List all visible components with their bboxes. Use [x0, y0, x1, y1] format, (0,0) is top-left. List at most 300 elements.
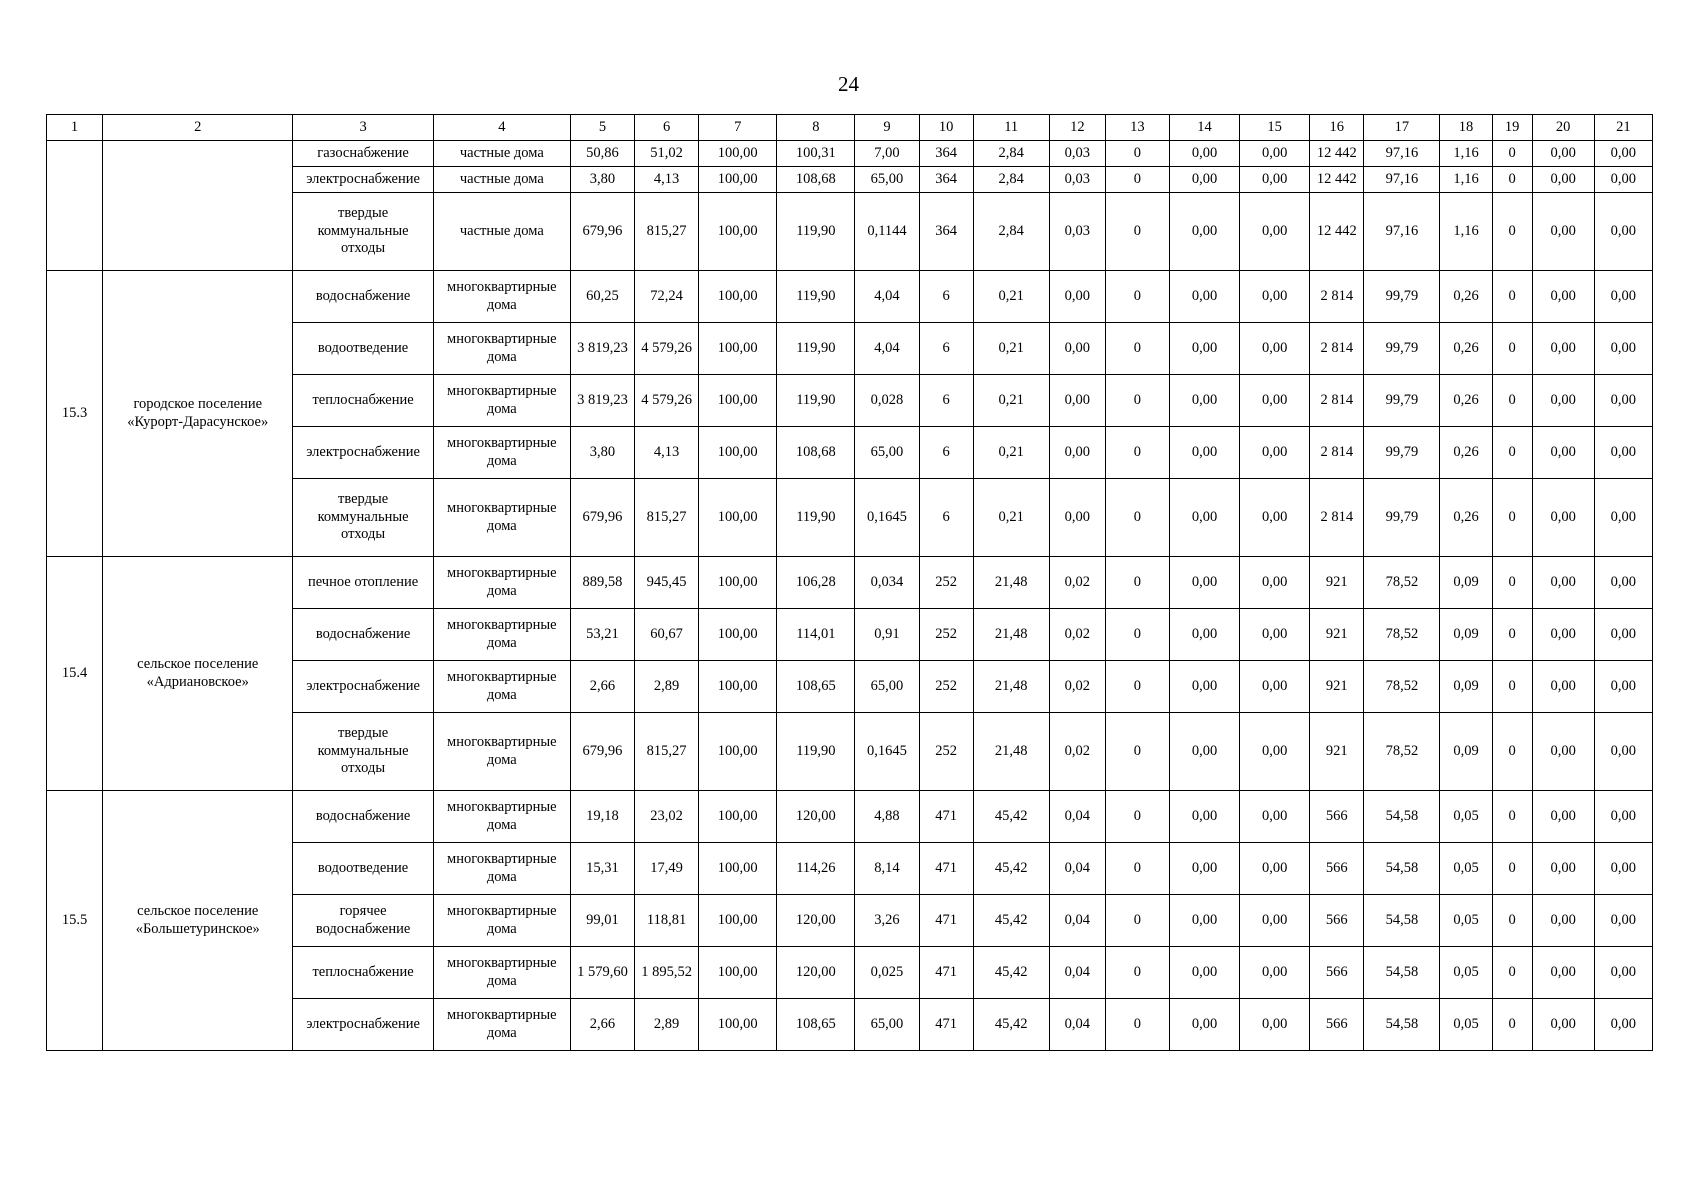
value-cell: 0 [1492, 427, 1532, 479]
column-header: 15 [1240, 115, 1310, 141]
value-cell: 45,42 [973, 999, 1049, 1051]
value-cell: 0,00 [1594, 375, 1652, 427]
value-cell: 54,58 [1364, 895, 1440, 947]
table-row [47, 791, 1653, 843]
value-cell: 0,00 [1240, 843, 1310, 895]
value-cell: 0,02 [1049, 713, 1105, 791]
value-cell: 0,028 [855, 375, 919, 427]
housing-type: многоквартирные дома [433, 479, 570, 557]
value-cell: 21,48 [973, 557, 1049, 609]
service-type: водоснабжение [293, 271, 433, 323]
value-cell: 100,00 [699, 271, 777, 323]
value-cell: 0,05 [1440, 999, 1492, 1051]
value-cell: 60,25 [570, 271, 634, 323]
value-cell: 6 [919, 479, 973, 557]
value-cell: 0,00 [1169, 141, 1239, 167]
value-cell: 120,00 [777, 947, 855, 999]
value-cell: 0 [1492, 713, 1532, 791]
value-cell: 3 819,23 [570, 375, 634, 427]
value-cell: 0,04 [1049, 843, 1105, 895]
value-cell: 0,05 [1440, 791, 1492, 843]
value-cell: 4,04 [855, 323, 919, 375]
value-cell: 0 [1492, 843, 1532, 895]
value-cell: 4,04 [855, 271, 919, 323]
value-cell: 364 [919, 193, 973, 271]
value-cell: 0,26 [1440, 479, 1492, 557]
value-cell: 471 [919, 947, 973, 999]
value-cell: 120,00 [777, 895, 855, 947]
value-cell: 0,00 [1532, 271, 1594, 323]
value-cell: 0,00 [1594, 323, 1652, 375]
column-header: 20 [1532, 115, 1594, 141]
housing-type: многоквартирные дома [433, 713, 570, 791]
value-cell: 65,00 [855, 999, 919, 1051]
column-header: 19 [1492, 115, 1532, 141]
value-cell: 0,26 [1440, 271, 1492, 323]
housing-type: многоквартирные дома [433, 271, 570, 323]
value-cell: 471 [919, 895, 973, 947]
value-cell: 0,00 [1532, 843, 1594, 895]
value-cell: 19,18 [570, 791, 634, 843]
value-cell: 2 814 [1310, 323, 1364, 375]
value-cell: 0,00 [1532, 193, 1594, 271]
value-cell: 0 [1492, 193, 1532, 271]
value-cell: 0,00 [1594, 557, 1652, 609]
column-header: 18 [1440, 115, 1492, 141]
column-header: 11 [973, 115, 1049, 141]
value-cell: 0,00 [1594, 791, 1652, 843]
tariff-table [46, 114, 1653, 1051]
value-cell: 2,66 [570, 999, 634, 1051]
value-cell: 0,05 [1440, 843, 1492, 895]
value-cell: 0 [1105, 427, 1169, 479]
value-cell: 99,79 [1364, 479, 1440, 557]
column-header: 4 [433, 115, 570, 141]
value-cell: 60,67 [635, 609, 699, 661]
value-cell: 78,52 [1364, 661, 1440, 713]
value-cell: 1,16 [1440, 167, 1492, 193]
value-cell: 0,26 [1440, 427, 1492, 479]
value-cell: 65,00 [855, 167, 919, 193]
value-cell: 0,00 [1532, 167, 1594, 193]
value-cell: 100,00 [699, 375, 777, 427]
group-number: 15.4 [47, 557, 103, 791]
value-cell: 0,00 [1240, 557, 1310, 609]
value-cell: 45,42 [973, 947, 1049, 999]
value-cell: 0,00 [1240, 999, 1310, 1051]
value-cell: 100,00 [699, 193, 777, 271]
value-cell: 0,00 [1240, 323, 1310, 375]
housing-type: многоквартирные дома [433, 947, 570, 999]
value-cell: 815,27 [635, 713, 699, 791]
value-cell: 0,00 [1594, 167, 1652, 193]
value-cell: 0,00 [1240, 193, 1310, 271]
value-cell: 566 [1310, 947, 1364, 999]
value-cell: 119,90 [777, 375, 855, 427]
value-cell: 17,49 [635, 843, 699, 895]
value-cell: 99,01 [570, 895, 634, 947]
value-cell: 0,00 [1594, 947, 1652, 999]
value-cell: 118,81 [635, 895, 699, 947]
value-cell: 0,00 [1240, 713, 1310, 791]
value-cell: 45,42 [973, 791, 1049, 843]
value-cell: 114,26 [777, 843, 855, 895]
housing-type: частные дома [433, 167, 570, 193]
service-type: электроснабжение [293, 661, 433, 713]
value-cell: 3 819,23 [570, 323, 634, 375]
value-cell: 7,00 [855, 141, 919, 167]
value-cell: 0,09 [1440, 661, 1492, 713]
value-cell: 0,00 [1240, 479, 1310, 557]
value-cell: 100,00 [699, 999, 777, 1051]
housing-type: многоквартирные дома [433, 661, 570, 713]
value-cell: 97,16 [1364, 141, 1440, 167]
value-cell: 106,28 [777, 557, 855, 609]
value-cell: 100,00 [699, 609, 777, 661]
table-body [47, 141, 1653, 1051]
value-cell: 0,00 [1169, 271, 1239, 323]
value-cell: 0 [1105, 661, 1169, 713]
housing-type: частные дома [433, 141, 570, 167]
value-cell: 4 579,26 [635, 375, 699, 427]
value-cell: 54,58 [1364, 791, 1440, 843]
value-cell: 0,00 [1594, 843, 1652, 895]
value-cell: 100,00 [699, 323, 777, 375]
value-cell: 0,00 [1240, 167, 1310, 193]
value-cell: 0 [1492, 661, 1532, 713]
value-cell: 364 [919, 167, 973, 193]
value-cell: 100,00 [699, 895, 777, 947]
value-cell: 0,00 [1594, 193, 1652, 271]
value-cell: 0,00 [1240, 141, 1310, 167]
value-cell: 2,84 [973, 167, 1049, 193]
value-cell: 0,00 [1169, 479, 1239, 557]
header-row [47, 115, 1653, 141]
value-cell: 0,025 [855, 947, 919, 999]
column-header: 10 [919, 115, 973, 141]
value-cell: 100,00 [699, 843, 777, 895]
settlement-name: сельское поселение «Большетуринское» [103, 791, 293, 1051]
value-cell: 0,00 [1594, 479, 1652, 557]
value-cell: 21,48 [973, 713, 1049, 791]
value-cell: 23,02 [635, 791, 699, 843]
service-type: электроснабжение [293, 999, 433, 1051]
value-cell: 921 [1310, 713, 1364, 791]
value-cell: 471 [919, 843, 973, 895]
column-header: 5 [570, 115, 634, 141]
value-cell: 566 [1310, 843, 1364, 895]
value-cell: 100,00 [699, 713, 777, 791]
value-cell: 0,1144 [855, 193, 919, 271]
value-cell: 0,03 [1049, 193, 1105, 271]
value-cell: 0 [1492, 999, 1532, 1051]
value-cell: 100,00 [699, 141, 777, 167]
value-cell: 0,00 [1049, 271, 1105, 323]
value-cell: 1 579,60 [570, 947, 634, 999]
value-cell: 0,02 [1049, 557, 1105, 609]
value-cell: 100,00 [699, 167, 777, 193]
value-cell: 679,96 [570, 193, 634, 271]
value-cell: 3,26 [855, 895, 919, 947]
housing-type: многоквартирные дома [433, 843, 570, 895]
value-cell: 0 [1105, 141, 1169, 167]
value-cell: 72,24 [635, 271, 699, 323]
value-cell: 54,58 [1364, 947, 1440, 999]
value-cell: 921 [1310, 661, 1364, 713]
service-type: твердые коммунальные отходы [293, 479, 433, 557]
value-cell: 0 [1105, 557, 1169, 609]
value-cell: 0,00 [1594, 141, 1652, 167]
value-cell: 0,00 [1240, 895, 1310, 947]
value-cell: 0,00 [1532, 375, 1594, 427]
value-cell: 2 814 [1310, 271, 1364, 323]
value-cell: 0,05 [1440, 947, 1492, 999]
value-cell: 566 [1310, 999, 1364, 1051]
value-cell: 45,42 [973, 895, 1049, 947]
value-cell: 0,00 [1240, 791, 1310, 843]
housing-type: многоквартирные дома [433, 323, 570, 375]
value-cell: 53,21 [570, 609, 634, 661]
value-cell: 0,00 [1169, 609, 1239, 661]
service-type: водоснабжение [293, 791, 433, 843]
value-cell: 0,05 [1440, 895, 1492, 947]
value-cell: 0,00 [1049, 375, 1105, 427]
column-header: 2 [103, 115, 293, 141]
value-cell: 108,68 [777, 167, 855, 193]
value-cell: 6 [919, 271, 973, 323]
column-header: 7 [699, 115, 777, 141]
value-cell: 0,00 [1532, 661, 1594, 713]
value-cell: 815,27 [635, 479, 699, 557]
column-header: 8 [777, 115, 855, 141]
value-cell: 0,00 [1169, 791, 1239, 843]
value-cell: 2,89 [635, 999, 699, 1051]
value-cell: 12 442 [1310, 141, 1364, 167]
value-cell: 0 [1105, 895, 1169, 947]
value-cell: 0 [1105, 609, 1169, 661]
value-cell: 0 [1492, 141, 1532, 167]
table-row [47, 271, 1653, 323]
value-cell: 2 814 [1310, 375, 1364, 427]
value-cell: 0,00 [1532, 141, 1594, 167]
value-cell: 0,00 [1169, 947, 1239, 999]
value-cell: 0,09 [1440, 609, 1492, 661]
value-cell: 0,21 [973, 271, 1049, 323]
value-cell: 252 [919, 609, 973, 661]
value-cell: 0,02 [1049, 661, 1105, 713]
service-type: твердые коммунальные отходы [293, 193, 433, 271]
value-cell: 364 [919, 141, 973, 167]
value-cell: 0,00 [1532, 427, 1594, 479]
value-cell: 0,21 [973, 323, 1049, 375]
value-cell: 921 [1310, 609, 1364, 661]
value-cell: 2,84 [973, 141, 1049, 167]
value-cell: 0,00 [1240, 375, 1310, 427]
value-cell: 1 895,52 [635, 947, 699, 999]
column-header: 17 [1364, 115, 1440, 141]
value-cell: 0,00 [1169, 323, 1239, 375]
housing-type: многоквартирные дома [433, 609, 570, 661]
value-cell: 21,48 [973, 661, 1049, 713]
value-cell: 0,00 [1049, 479, 1105, 557]
value-cell: 2,84 [973, 193, 1049, 271]
value-cell: 0,04 [1049, 947, 1105, 999]
value-cell: 108,65 [777, 661, 855, 713]
value-cell: 120,00 [777, 791, 855, 843]
value-cell: 0,00 [1049, 427, 1105, 479]
value-cell: 108,65 [777, 999, 855, 1051]
value-cell: 815,27 [635, 193, 699, 271]
value-cell: 0 [1105, 479, 1169, 557]
table-row [47, 557, 1653, 609]
value-cell: 0 [1105, 271, 1169, 323]
housing-type: многоквартирные дома [433, 557, 570, 609]
value-cell: 3,80 [570, 427, 634, 479]
value-cell: 8,14 [855, 843, 919, 895]
value-cell: 119,90 [777, 193, 855, 271]
value-cell: 100,00 [699, 557, 777, 609]
value-cell: 2,66 [570, 661, 634, 713]
settlement-name: сельское поселение «Адриановское» [103, 557, 293, 791]
value-cell: 889,58 [570, 557, 634, 609]
column-header: 1 [47, 115, 103, 141]
column-header: 21 [1594, 115, 1652, 141]
value-cell: 0,00 [1169, 895, 1239, 947]
value-cell: 0,00 [1594, 999, 1652, 1051]
value-cell: 54,58 [1364, 999, 1440, 1051]
service-type: теплоснабжение [293, 947, 433, 999]
value-cell: 0,21 [973, 427, 1049, 479]
value-cell: 0,00 [1594, 609, 1652, 661]
value-cell: 0,04 [1049, 895, 1105, 947]
value-cell: 0,00 [1240, 661, 1310, 713]
value-cell: 0,00 [1532, 895, 1594, 947]
service-type: электроснабжение [293, 427, 433, 479]
value-cell: 0,00 [1169, 193, 1239, 271]
page-number: 24 [838, 72, 859, 96]
settlement-name: городское поселение «Курорт-Дарасунское» [103, 271, 293, 557]
value-cell: 0 [1105, 713, 1169, 791]
value-cell: 0,03 [1049, 141, 1105, 167]
value-cell: 2 814 [1310, 479, 1364, 557]
column-header: 9 [855, 115, 919, 141]
column-header: 6 [635, 115, 699, 141]
value-cell: 0,00 [1169, 999, 1239, 1051]
value-cell: 0,00 [1594, 661, 1652, 713]
value-cell: 0,04 [1049, 999, 1105, 1051]
value-cell: 0,00 [1240, 609, 1310, 661]
value-cell: 566 [1310, 791, 1364, 843]
value-cell: 0 [1492, 791, 1532, 843]
housing-type: частные дома [433, 193, 570, 271]
housing-type: многоквартирные дома [433, 375, 570, 427]
value-cell: 0 [1492, 895, 1532, 947]
value-cell: 21,48 [973, 609, 1049, 661]
value-cell: 0,00 [1169, 557, 1239, 609]
housing-type: многоквартирные дома [433, 999, 570, 1051]
value-cell: 0 [1105, 167, 1169, 193]
value-cell: 114,01 [777, 609, 855, 661]
value-cell: 566 [1310, 895, 1364, 947]
value-cell: 0,00 [1532, 479, 1594, 557]
value-cell: 0 [1492, 947, 1532, 999]
value-cell: 0,00 [1594, 271, 1652, 323]
value-cell: 0,00 [1049, 323, 1105, 375]
value-cell: 100,00 [699, 947, 777, 999]
service-type: теплоснабжение [293, 375, 433, 427]
value-cell: 921 [1310, 557, 1364, 609]
value-cell: 0 [1105, 947, 1169, 999]
value-cell: 99,79 [1364, 427, 1440, 479]
value-cell: 0 [1105, 375, 1169, 427]
value-cell: 0 [1492, 167, 1532, 193]
value-cell: 15,31 [570, 843, 634, 895]
value-cell: 4,13 [635, 427, 699, 479]
value-cell: 0,26 [1440, 323, 1492, 375]
value-cell: 0 [1492, 271, 1532, 323]
value-cell: 0,00 [1169, 713, 1239, 791]
value-cell: 0,034 [855, 557, 919, 609]
value-cell: 0,00 [1594, 713, 1652, 791]
value-cell: 4,88 [855, 791, 919, 843]
value-cell: 65,00 [855, 661, 919, 713]
value-cell: 0,00 [1532, 947, 1594, 999]
value-cell: 97,16 [1364, 167, 1440, 193]
service-type: водоотведение [293, 323, 433, 375]
service-type: водоотведение [293, 843, 433, 895]
value-cell: 45,42 [973, 843, 1049, 895]
value-cell: 0 [1492, 375, 1532, 427]
value-cell: 0,00 [1532, 713, 1594, 791]
group-number: 15.3 [47, 271, 103, 557]
value-cell: 119,90 [777, 713, 855, 791]
value-cell: 0,03 [1049, 167, 1105, 193]
value-cell: 12 442 [1310, 167, 1364, 193]
service-type: горячее водоснабжение [293, 895, 433, 947]
column-header: 13 [1105, 115, 1169, 141]
value-cell: 1,16 [1440, 141, 1492, 167]
value-cell: 54,58 [1364, 843, 1440, 895]
settlement-name [103, 141, 293, 271]
value-cell: 679,96 [570, 713, 634, 791]
value-cell: 51,02 [635, 141, 699, 167]
value-cell: 252 [919, 557, 973, 609]
value-cell: 0 [1492, 323, 1532, 375]
housing-type: многоквартирные дома [433, 895, 570, 947]
column-header: 14 [1169, 115, 1239, 141]
value-cell: 0,21 [973, 375, 1049, 427]
value-cell: 3,80 [570, 167, 634, 193]
value-cell: 100,31 [777, 141, 855, 167]
value-cell: 119,90 [777, 271, 855, 323]
value-cell: 0,91 [855, 609, 919, 661]
value-cell: 0,21 [973, 479, 1049, 557]
value-cell: 471 [919, 999, 973, 1051]
service-type: печное отопление [293, 557, 433, 609]
value-cell: 0,00 [1169, 167, 1239, 193]
value-cell: 1,16 [1440, 193, 1492, 271]
value-cell: 945,45 [635, 557, 699, 609]
value-cell: 100,00 [699, 661, 777, 713]
service-type: газоснабжение [293, 141, 433, 167]
value-cell: 0,00 [1240, 427, 1310, 479]
value-cell: 0,09 [1440, 557, 1492, 609]
column-header: 12 [1049, 115, 1105, 141]
value-cell: 0 [1492, 479, 1532, 557]
value-cell: 0 [1105, 323, 1169, 375]
value-cell: 6 [919, 323, 973, 375]
value-cell: 50,86 [570, 141, 634, 167]
